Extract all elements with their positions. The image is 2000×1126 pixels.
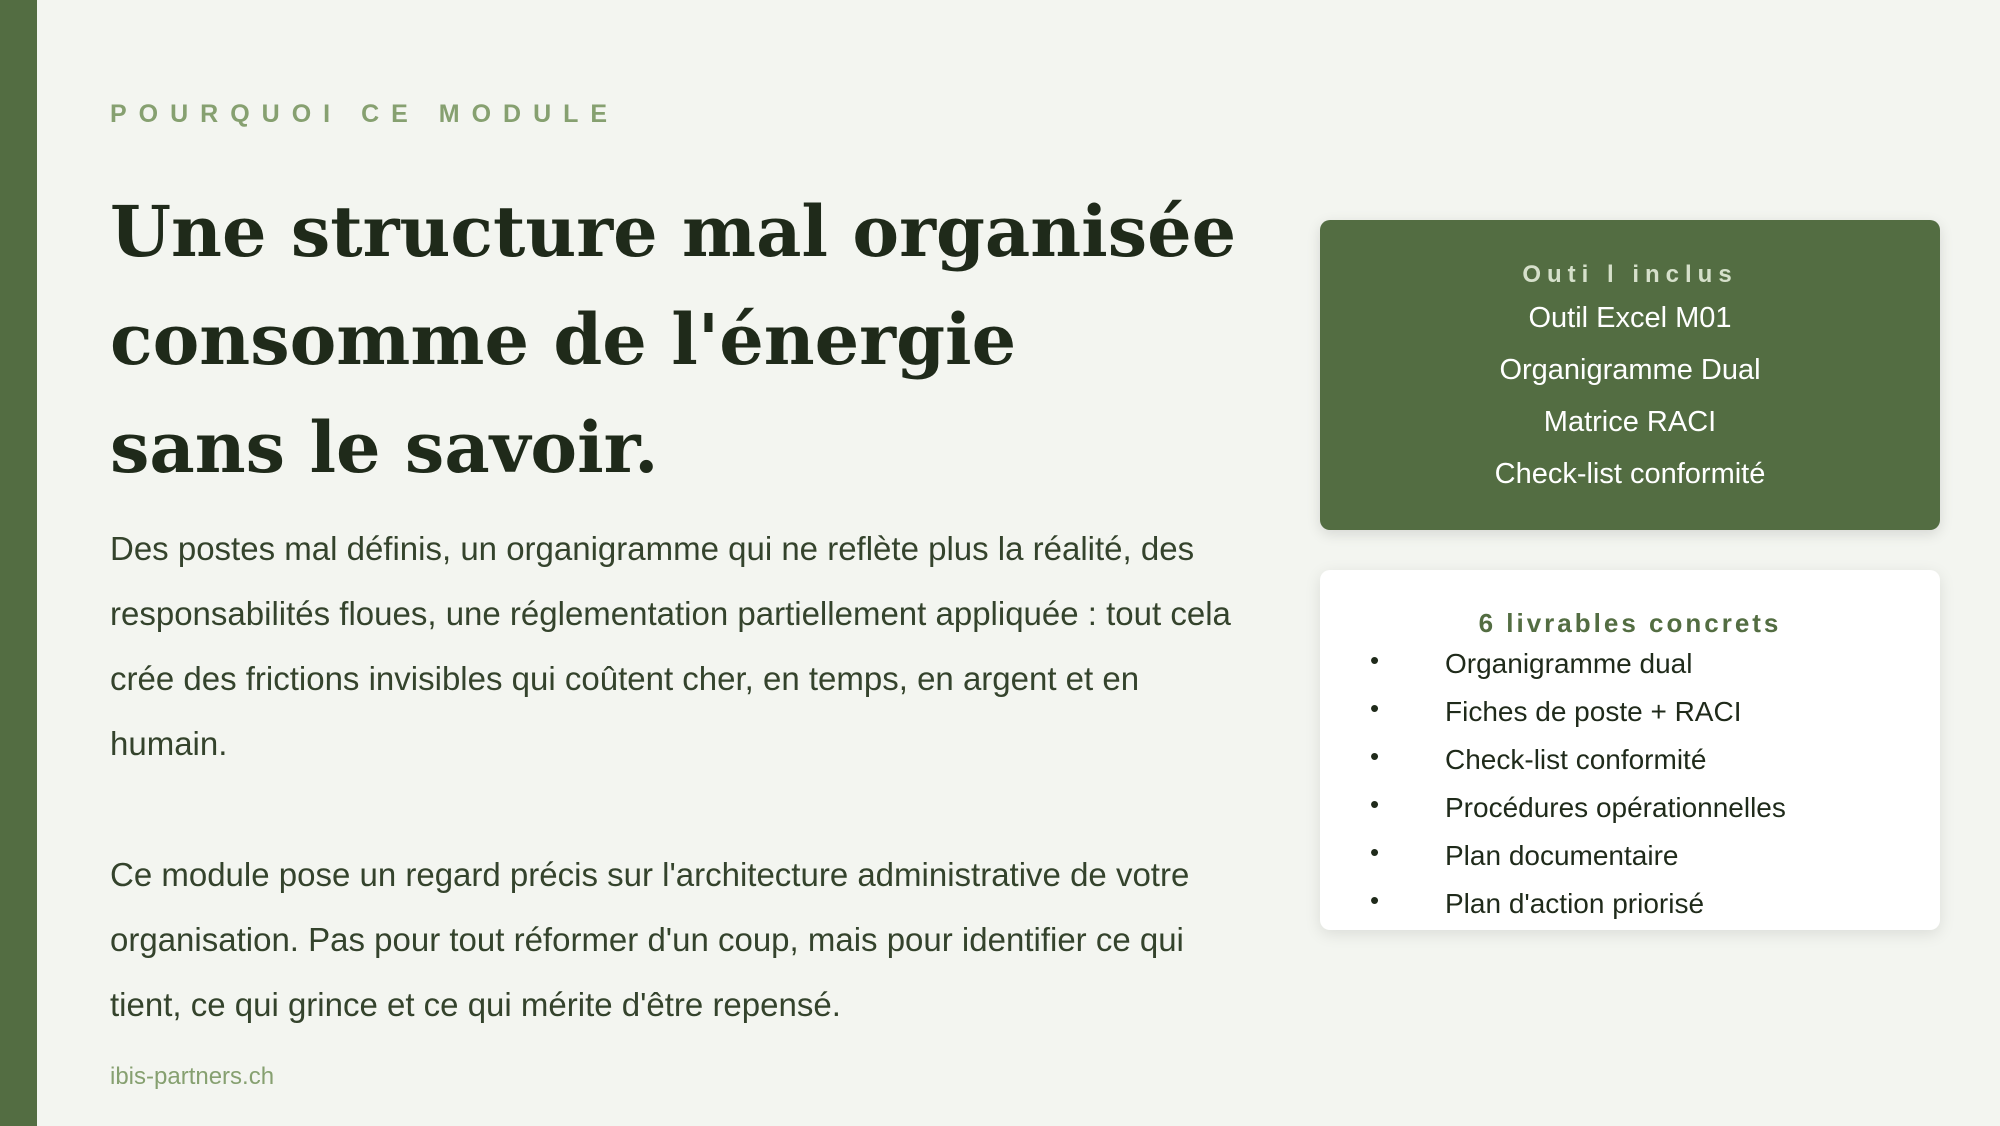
list-item-label: Fiches de poste + RACI xyxy=(1445,696,1742,727)
tool-card xyxy=(1320,220,1940,530)
page-title-line-2: consomme de l'énergie xyxy=(110,298,1017,381)
list-item-label: Check-list conformité xyxy=(1445,744,1707,775)
list-item-label: Plan documentaire xyxy=(1445,840,1679,871)
page-title xyxy=(110,178,1237,502)
footer-website: ibis-partners.ch xyxy=(110,1063,275,1090)
deliverables-card xyxy=(1320,570,1940,930)
tool-item: Outil Excel M01 xyxy=(1528,302,1732,334)
deliverables-list xyxy=(1320,640,1940,928)
page-title-line-3: sans le savoir. xyxy=(110,406,659,489)
tool-item: Organigramme Dual xyxy=(1499,354,1761,386)
list-item xyxy=(1320,832,1940,880)
bullet-icon: • xyxy=(1370,885,1380,915)
tool-item: Check-list conformité xyxy=(1494,458,1766,490)
section-eyebrow: POURQUOI CE MODULE xyxy=(110,100,620,128)
bullet-icon: • xyxy=(1370,837,1380,867)
list-item xyxy=(1320,640,1940,688)
intro-paragraph: Des postes mal définis, un organigramme qui ne reflète plus la réalité, des responsabilités floues, une réglementation partiellement appliquée : tout cela crée des frictions invisibles qui coûtent cher, en temps, en argent et en humain. xyxy=(110,530,1231,762)
list-item xyxy=(1320,736,1940,784)
left-accent-bar xyxy=(0,0,37,1126)
bullet-icon: • xyxy=(1370,789,1380,819)
list-item xyxy=(1320,688,1940,736)
module-paragraph: Ce module pose un regard précis sur l'architecture administrative de votre organisation. Pas pour tout réformer d'un coup, mais pour identifier ce qui tient, ce qui grince et ce qui mérite d'être repensé. xyxy=(110,856,1190,1023)
bullet-icon: • xyxy=(1370,645,1380,675)
list-item-label: Organigramme dual xyxy=(1445,648,1693,679)
list-item xyxy=(1320,784,1940,832)
bullet-icon: • xyxy=(1370,693,1380,723)
tool-card-title: Outi l inclus xyxy=(1522,261,1738,288)
list-item-label: Plan d'action priorisé xyxy=(1445,888,1705,919)
list-item-label: Procédures opérationnelles xyxy=(1445,792,1786,823)
bullet-icon: • xyxy=(1370,741,1380,771)
tool-item: Matrice RACI xyxy=(1543,406,1717,438)
page-title-line-1: Une structure mal organisée xyxy=(110,190,1237,273)
deliverables-card-title: 6 livrables concrets xyxy=(1478,608,1782,638)
list-item xyxy=(1320,880,1940,928)
